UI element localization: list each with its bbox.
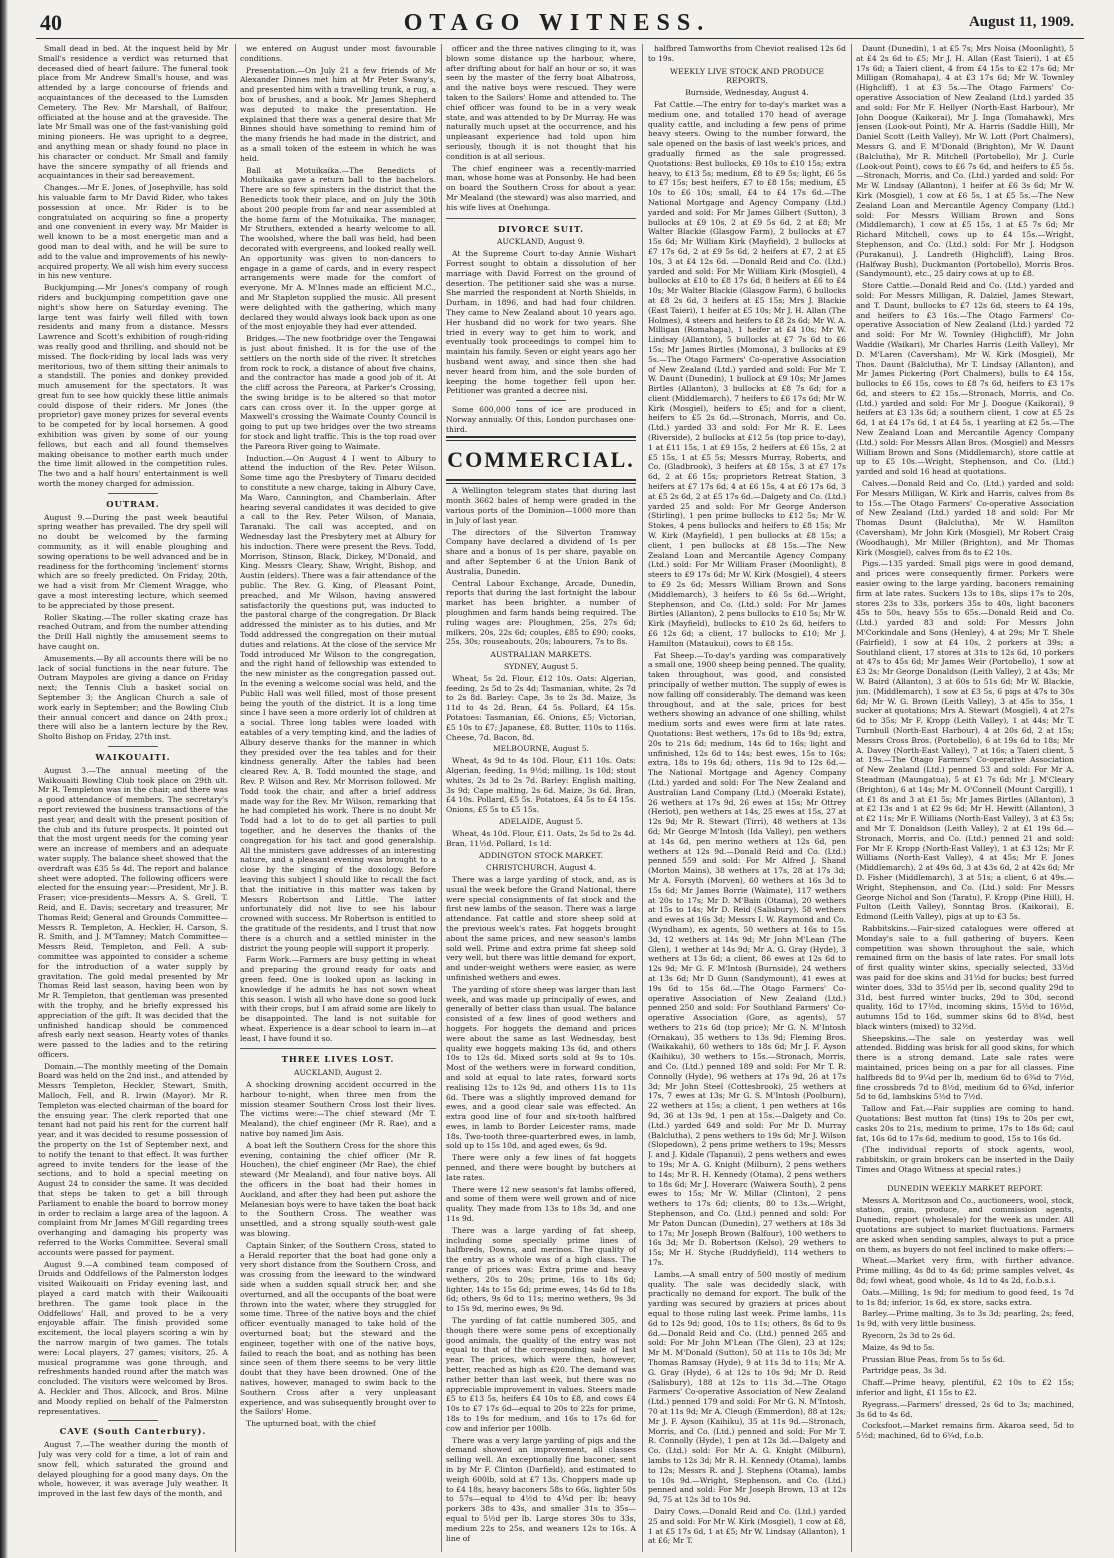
article-paragraph: Tallow and Fat.—Fair supplies are coming to hand. Quotations: Best mutton fat (tins) 19s to 20s per cwt, casks 20s to 21s, medium to prime, 17s to 18s 6d; caul fat, 16s 6d to 17s 6d, medium to good, 15s to 16s 6d.: [856, 1104, 1074, 1143]
article-paragraph: There was a large yarding of stock, and, as is usual the week before the Grand National, there were special consignments of fat stock and the first new lambs of the season. There was a large attendance. Fat cattle and store sheep sold at the previous week's rates. Fat hoggets brought about the same prices, and new season's lambs sold well. Prime and extra prime fat sheep sold very well, but there was little demand for export, and under-weight wethers were easier, as were unfinished wethers and ewes.: [446, 874, 636, 982]
divider: [940, 1179, 990, 1180]
dateline: ADELAIDE, August 5.: [499, 816, 583, 826]
article-paragraph: Pigs.—135 yarded. Small pigs were in good demand, and prices were consequently firmer. Porkers were easier owing to the large yarding, baconers remaining firm at late rates. Suckers 13s to 18s, slips 17s to 20s, stores 23s to 33s, porkers 35s to 40s, light baconers 45s to 50s, heavy 55s to 65s.—Donald Reid and Co. (Ltd.) yarded 83 and sold: For Messrs John M'Corkindale and Sons (Henley), 4 at 29s; Mr T. Shele (Fairfield), 1 sow at £4 10s, 2 porkers at 39s; a Southland client, 17 stores at 31s to 12s 6d, 10 porkers at 47s to 45s 6d; Mr James Weir (Portobello), 1 sow at £3 2s; Mr George Donaldson (Leith Valley), 2 at 43s; Mr W. Baird (Allanton), 3 at 60s to 51s 6d; Mr W. Blackie, jun. (Middlemarch), 1 sow at £3 5s, 6 pigs at 47s to 30s 6d; Mr W. G. Brown (Leith Valley), 3 at 45s to 35s, 1 sucker at quotations; Mrs A. Stewart (Mosgiel), 4 at 27s 6d to 35s; Mr F. Kropp (Leith Valley), 1 at 44s; Mr T. Turnbull (North-East Harbour), 4 at 20s 6d, 2 at 15s; Messrs Cross Bros. (Portobello), 6 at 19s 6d to 18s; Mr A. Davey (North-East Valley), 7 at 16s; a Taieri client, 5 at 19s.—The Otago Farmers' Co-operative Association of New Zealand (Ltd.) penned 53 and sold: For Mr A. Steadman (Maungatua), 5 at £1 7s 6d; Mr J. M'Cleary (Brighton), 6 at 14s; Mr M. O'Connell (Mount Cargill), 1 at £1 8s and 3 at £1 5s; Mr James Birtles (Allanton), 3 at £2 13s and 1 at £2 9s 6d; Mr H. Hewitt (Allanton), 3 at £2 11s; Mr F. Williams (North-East Valley), 3 at £3 5s; and Mr T. Donaldson (Leith Valley), 2 at £1 19s 6d.—Stronach, Morris, and Co. (Ltd.) penned 21 and sold: For Mr F. Kropp (North-East Valley), 1 at £3 12s; Mr F. Williams (North-East Valley), 4 at 45s; Mr F. Jones (Middlemarch), 2 at 49s 6d, 3 at 43s 6d, 2 at 42s 6d; Mr D. Fisher (Middlemarch), 3 at 51s; a client, 6 at 49s.—Wright, Stephenson, and Co. (Ltd.) sold: For Messrs George Nichol and Son (Taratu), F. Kropp (Pine Hill), H. Fulton (Leith Valley), Sonntag Bros. (Kaikorai), E. Edmond (Leith Valley), pigs at up to £3 5s.: [856, 559, 1074, 922]
article-paragraph: Lambs.—A small entry of 500 mostly of medium quality. The sale was decidedly slack, with practically no demand for export. The bulk of the yarding was secured by graziers at prices about equal to those ruling last week. Prime lambs, 11s 6d to 12s 9d; good, 10s to 11s; others, 8s 6d to 9s 6d.—Donald Reid and Co. (Ltd.) penned 265 and sold: For Mr John M'Lean (The Glen), 23 at 12s; Mr M. M'Donald (Sutton), 50 at 11s to 10s 3d; Mr Thomas Ramsay (Hyde), 9 at 11s 3d to 11s; Mr A. G. Gray (Hyde), 6 at 12s to 10s 9d; Mr D. Reid (Salisbury), 188 at 12s to 11s 3d.—The Otago Farmers' Co-operative Association of New Zealand (Ltd.) penned 179 and sold: For Mr G. N. M'Intosh, 70 at 11s 9d; Mr A. Cleugh (Emmerdon), 88 at 12s; Mr J. F. Ayson (Kaihiku), 35 at 11s 9d.—Stronach, Morris, and Co. (Ltd.) penned and sold: For Mr T. R. Connolly (Hyde), 1 pen at 12s 3d.—Dalgety and Co. (Ltd.) sold: For Mr A. G. Knight (Milburn), lambs to 12s 3d; Mr R. H. Kennedy (Otama), lambs to 12s; Messrs R. and J. Stephens (Otama), lambs to 10s 9d.—Wright, Stephenson, and Co. (Ltd.) penned and sold: For Mr Joseph Brown, 13 at 12s 9d, 75 at 12s 3d to 10s 9d.: [648, 1269, 846, 1505]
subheading-addington: ADDINGTON STOCK MARKET.: [479, 851, 603, 861]
subheading-australian-markets: AUSTRALIAN MARKETS.: [490, 650, 592, 660]
article-paragraph: Some 600,000 tons of ice are produced in Norway annually. Of this, London purchases one-third.: [446, 405, 636, 434]
article-paragraph: Ball at Motuikaika.—The Benedicts of Motuikaika gave a return ball to the bachelors. There are so few spinsters in the district that the Benedicts took their place, and on July the 30th about 200 people from far and near assembled at the home farm of the Motuikaika. The manager, Mr Struthers, extended a hearty welcome to all. The woolshed, where the ball was held, had been decorated with evergreens, and looked really well. An opportunity was given to non-dancers to engage in a game of cards, and in every respect arrangements were made for the comfort of everyone. Mr A. M'Innes made an efficient M.C., and Mr Stapleton supplied the music. All present were delighted with the gathering, which many declared they would always look back upon as one of the most enjoyable they had ever attended.: [240, 165, 436, 332]
section-title-commercial: COMMERCIAL.: [447, 447, 635, 473]
column-rule: [642, 44, 643, 1552]
column-3: [446, 44, 636, 1552]
subheading-weekly-live-stock: WEEKLY LIVE STOCK AND PRODUCE REPORTS.: [670, 66, 824, 86]
article-paragraph: Fat Sheep.—To-day's yarding was comparatively a small one, 1900 sheep being penned. The quality, taken throughout, was good, and consisted principally of wether mutton. The supply of ewes is now falling off considerably. The demand was keen throughout, and at the sale, prices for best wethers showing an advance of one shilling, whilst medium sorts and ewes were firm at late rates. Quotations: Best wethers, 17s 6d to 18s 9d; extra, 20s to 21s 6d; medium, 14s 6d to 16s; light and unfinished, 12s 6d to 14s; best ewes, 15s to 16s; extra, 18s to 19s 6d; others, 11s 9d to 12s 6d.—The National Mortgage and Agency Company (Ltd.) yarded and sold: For The New Zealand and Australian Land Company (Ltd.) (Moeraki Estate), 26 wethers at 17s 9d, 26 ewes at 15s; Mr Ottrey (Heriot), pen wethers at 14s, 25 ewes at 15s, 27 at 12s 9d; Mr R. Stewart (Tirri), 48 wethers at 13s 6d; Mr George M'Intosh (Ida Valley), pen wethers at 14s 6d, pen merino wethers at 12s 6d, pen wethers at 12s 9d.—Donald Reid and Co. (Ltd.) penned 559 and sold: For Mr Alfred J. Shand (Morton Mains), 38 wethers at 17s, 28 at 17s 3d; Mr A. Forsyth (Morven), 60 wethers at 16s 3d to 15s 6d; Mr James Borrie (Waimate), 117 wethers at 20s to 17s; Mr D. M'Bain (Otama), 20 wethers at 15s to 14s; Mr D. Reid (Salisbury), 58 wethers and ewes at 16s 3d; Messrs I. W. Raymond and Co. (Wyndham), ex agents, 50 wethers at 16s to 15s 3d, 12 wethers at 14s 9d; Mr John M'Lean (The Glen), 1 wether at 14s 9d; Mr A. G. Gray (Hyde), 3 wethers at 13s 6d; a client, 86 ewes at 12s 6d to 12s 9d; Mr G. F. M'Intosh (Burnside), 24 wethers at 13s 6d; Mr D Gunn (Sandymount), 41 ewes at 19s 6d to 15s 6d.—The Otago Farmers' Co-operative Association of New Zealand (Ltd.) penned 250 and sold: For Southland Farmers' Co-operative Association (Gore, as agents), 57 wethers to 21s 6d (top price); Mr G. N. M'Intosh (Ornakau), 35 wethers to 13s 9d; Fleming Bros. (Waikakahi), 60 wethers to 18s 6d; Mr J. F. Ayson (Kaihiku), 30 wethers to 15s.—Stronach, Morris, and Co. (Ltd.) penned 189 and sold: For Mr T. R. Connolly (Hyde), 96 wethers at 17s 9d, 26 at 17s 3d; Mr John Steel (Cottesbrook), 25 wethers at 17s, 7 ewes at 13s; Mr G. S. M'Intosh (Poolburn), 22 wethers at 15s; a client, 1 pen wethers at 16s 9d, 36 at 13s 9d, 1 pen at 15s.—Dalgety and Co. (Ltd.) yarded 649 and sold: For Mr D. Murray (Balclutha), 2 pens wethers to 19s 6d; Mr J. Wilson (Slopedown), 2 pens prime wethers to 19s; Messrs J. and J. Kidale (Tapanui), 2 pens wethers and ewes to 19s; Mr A. G. Knight (Milburn), 2 pens wethers to 14s; Mr R. H. Kennedy (Otama), 2 pens wethers to 18s 6d; Mr J. Hoverarc (Waiwera South), 2 pens ewes to 15s; Mr W. Millar (Clinton), 2 pens wethers to 17s 6d; clients, 80 to 13s.—Wright, Stephenson, and Co. (Ltd.) penned and sold: For Mr Paton Duncan (Dunedin), 27 wethers at 18s 3d to 17s; Mr Joseph Brown (Balfour), 100 wethers to 16s 3d; Mr D. Robertson (Kelso), 29 wethers to 15s; Mr H. Styche (Ruddyfield), 114 wethers to 17s.: [648, 650, 846, 1268]
column-4: [648, 44, 846, 1552]
article-paragraph: Oats.—Milling, 1s 9d; for medium to good feed, 1s 7d to 1s 8d; inferior, 1s 6d, ex store, sacks extra.: [856, 1287, 1074, 1307]
article-paragraph: Wheat, 4s 10d. Flour, £11. Oats, 2s 5d to 2s 4d. Bran, 11½d. Pollard, 1s 1d.: [446, 828, 636, 848]
article-paragraph: Central Labour Exchange, Arcade, Dunedin, reports that during the last fortnight the labour market has been brighter, a number of ploughmen and farm hands being required. The ruling wages are: Ploughmen, 25s, 27s 6d; milkers, 20s, 22s 6d; couples, £85 to £90; cooks, 25s, 30s; rouseabouts, 20s; labourers, 7s to 8s.: [446, 578, 636, 647]
section-heading-outram: OUTRAM.: [106, 498, 160, 509]
article-paragraph: There were 12 new season's fat lambs offered, and some of them were well grown and of nice quality. They made from 13s to 18s 3d, and one 11s 9d.: [446, 1184, 636, 1224]
newspaper-title: OTAGO WITNESS.: [403, 10, 711, 36]
article-paragraph: Store Cattle.—Donald Reid and Co. (Ltd.) yarded and sold: For Messrs Milligan, R. Dalziel, James Stewart, and T. Daunt, bullocks to £7 12s 6d, steers to £4 19s, and heifers to £3 16s.—The Otago Farmers' Co-operative Association of New Zealand (Ltd.) yarded 72 and sold: For Mr W. Townley (Highcliff), Mr John Waddie (Waikari), Mr Charles Harris (Leith Valley), Mr D. M'Laren (Caversham), Mr W. Kirk (Mosgiel), Mr Thos. Daunt (Balclutha), Mr T. Lindsay (Allanton), and Mr James Pickering (Port Chalmers), bulls to £4 15s, bullocks to £6 15s, cows to £8 7s 6d, heifers to £3 17s 6d, and steers to £2 15s.—Stronach, Morris, and Co. (Ltd.) yarded and sold: For Mr J. Doogue (Kaikorai), 9 heifers at £3 13s 6d; a southern client, 1 cow at £5 2s 6d, 1 at £4 17s 6d, 1 at £4 5s, 1 yearling at £2 5s.—The New Zealand Loan and Mercantile Agency Company (Ltd.) sold: For Messrs Allan Bros. (Mosgiel) and Messrs William Brown and Sons (Middlemarch), store cattle at up to £5 10s.—Wright, Stephenson, and Co. (Ltd.) yarded and sold 16 head at quotations.: [856, 281, 1074, 477]
article-paragraph: Daunt (Dunedin), 1 at £5 7s; Mrs Noisa (Moonlight), 5 at £4 2s 6d to £5; Mr J. H. Allan (East Taieri), 1 at £5 17s 6d; a Taieri client, 4 from £4 15s to £2 17s 6d; Mr Milligan (Romahapa), 4 at £3 17s 6d; Mr W. Townley (Highcliff), 1 at £3 5s.—The Otago Farmers' Co-operative Association of New Zealand (Ltd.) yarded 35 and sold: For Mr F. Hellyer (North-East Harbour), Mr John Doogue (Kaikorai), Mr J. Inga (Tomahawk), Mrs Jensen (Look-out Point), Mr A. Harris (Saddle Hill), Mr Daniel Scott (Leith Valley), Mr W. Lott (Port Chalmers), Messrs G. and F. M'Donald (Brighton), Mr W. Daunt (Balclutha), Mr R. Mitchell (Portobello), Mr J. Curle (Look-out Point), cows to £6 7s 6d, and heifers to £5 5s.—Stronach, Morris, and Co. (Ltd.) yarded and sold: For Mr W. Lindsay (Allanton), 1 heifer at £6 3s 6d; Mr W. Kirk (Mosgiel), 1 cow at £6 5s, 1 at £5 5s.—The New Zealand Loan and Mercantile Agency Company (Ltd.) sold: For Messrs William Brown and Sons (Middlemarch), 1 cow at £5 15s, 1 at £5 7s 6d; Mr Richard Mitchell, cows up to £4 15s.—Wright, Stephenson, and Co. (Ltd.) sold: For Mr J. Hodgson (Purakanui), J. Landreth (Highcliff), Laing Bros. (Halfway Bush), Duckmanton (Portobello), Morris Bros. (Sandymount), etc., 25 dairy cows at up to £8.: [856, 44, 1074, 279]
article-paragraph: There were only a few lines of fat hoggets penned, and there were bought by butchers at late rates.: [446, 1153, 636, 1182]
binding-shadow: [0, 0, 8, 1558]
article-paragraph: Small dead in bed. At the inquest held by Mr Small's residence a verdict was returned that deceased died of heart failure. The funeral took place from Mr Andrew Small's house, and was attended by a large concourse of friends and acquaintances of the deceased to the Lumsden Cemetery. The Rev. Mr Marshall, of Balfour, officiated at the house and at the graveside. The late Mr Small was one of the fast-vanishing gold mining pioneers. He was upright to a degree, and anything mean or shady found no place in his character or conduct. Mr Small and family have the sincere sympathy of all friends and acquaintances in their sad bereavement.: [38, 44, 228, 181]
article-paragraph: we entered on August under most favourable conditions.: [240, 44, 436, 63]
divider: [108, 746, 158, 747]
article-paragraph: Calves.—Donald Reid and Co. (Ltd.) yarded and sold: For Messrs Milligan, W. Kirk and Harris, calves from 8s to 15s.—The Otago Farmers' Co-operative Association of New Zealand (Ltd.) yarded 18 and sold: For Mr Thomas Daunt (Balclutha), Mr W. Hamilton (Caversham), Mr John Kirk (Mosgiel), Mr Robert Craig (Woodhaugh), Mr Miller (Brighton), and Mr Thomas Kirk (Mosgiel), calves from 8s to £2 10s.: [856, 479, 1074, 557]
divider: [108, 493, 158, 494]
section-rule: [446, 436, 636, 441]
article-paragraph: The chief engineer was a recently-married man, whose home was at Ponsonby. He had been on board the Southern Cross for about a year. Mr Mealand (the steward) was also married, and his wife lives at Onehunga.: [446, 163, 636, 212]
article-paragraph: Roller Skating.—The roller skating craze has reached Outram, and from the number attending the Drill Hall nightly the amusement seems to have caught on.: [38, 612, 228, 652]
page-number: 40: [40, 10, 62, 35]
divider: [108, 1420, 158, 1421]
article-paragraph: (The individual reports of stock agents, wool, rabbitskin, or grain brokers can be inserted in the Daily Times and Otago Witness at special rates.): [856, 1145, 1074, 1175]
article-paragraph: Domain.—The monthly meeting of the Domain Board was held on the 2nd inst., and attended by Messrs Templeton, Heckler, Stewart, Smith, Malloch, Fell, and R. Irwin (Mayor). Mr R. Templeton was elected chairman of the board for the ensuing year. The clerk reported that one tenant had not paid his rent for the current half year, and it was decided to resume possession of the property on the 1st of September next, and to notify the tenant to that effect. It was further agreed to invite tenders for the lease of the sections, and to hold a special meeting on August 24 to consider the same. It was decided that steps be taken to get a bill through Parliament to enable the board to borrow money in order to reclaim a large area of the lagoon. A complaint from Mr James M'Gill regarding trees overhanging and damaging his property was referred to the Works Committee. Several small accounts were passed for payment.: [38, 1061, 228, 1257]
dateline: SYDNEY, August 5.: [503, 662, 579, 672]
issue-date: August 11, 1909.: [968, 14, 1074, 30]
article-paragraph: Presentation.—On July 21 a few friends of Mr Alexander Dinnes met him at Mr Peter Swany's, and presented him with a travelling trunk, a rug, a box of brushes, and a book. Mr James Shepherd was deputed to make the presentation. He explained that there was a general desire that Mr Binnes should have something to remind him of the many friends he had made in the district, and as a small token of the esteem in which he was held.: [240, 65, 436, 163]
article-paragraph: Induction.—On August 4 I went to Albury to attend the induction of the Rev. Peter Wilson. Some time ago the Presbytery of Timaru decided to constitute a new charge, taking in Albury Cave, Ma Waro, Cannington, and Chamberlain. After hearing several candidates it was decided to give a call to the Rev. Peter Wilson, of Manaia, Taranaki. The call was accepted, and on Wednesday last the Presbytery met at Albury for his induction. There were present the Revs. Todd, Morrison, Stinson, Black, Dickey, M'Donald, and King. Messrs Cleary, Shaw, Wright, Bishop, and Austin (elders). There was a fair attendance of the public. The Rev. G. King, of Pleasant Point, preached, and Mr Wilson, having answered satisfactorily the questions put, was inducted to the pastoral charge of the congregation. Dr Black addressed the minister as to his duties, and Mr Todd addressed the congregation on their mutual duties and relations. At the close of the service Mr Todd introduced Mr Wilson to the congregation, and the right hand of fellowship was extended to the new minister as the congregation passed out. In the evening a welcome social was held, and the Public Hall was well filled, most of those present being the youth of the district. It is a long time since I have seen a more orderly lot of children at a social. Three long tables were loaded with eatables of a very tempting kind, and the ladies of Albury deserve thanks for the manner in which they presided over the tea tables and for their kindness generally. After the tables had been cleared Rev. A. B. Todd mounted the stage, and Rev. P. Wilson and Rev. Mr Morrison followed. Mr Todd took the chair, and after a brief address made way for the Rev. Mr Wilson, remarking that he had completed his work. There is no doubt Mr Todd had a lot to do to get all parties to pull together, and he deserves the thanks of the congregation for his tact and good generalship. All the ministers gave addresses of an interesting nature, and a pleasant evening was brought to a close by the singing of the doxology. Before leaving this subject I should like to recall the fact that the initiative in this matter was taken by Messrs Robertson and Little. The latter unfortunately did not live to see his labour crowned with success. Mr Robertson is entitled to the gratitude of the residents, and I trust that now there is a church and a settled minister in the district the young people will support it properly.: [240, 453, 436, 953]
article-paragraph: Ryegrass.—Farmers' dressed, 2s 6d to 3s; machined, 3s 6d to 4s 6d.: [856, 1399, 1074, 1419]
article-paragraph: Changes.—Mr E. Jones, of Josephville, has sold his valuable farm to Mr David Rider, who takes possession at once. Mr Rider is to be congratulated on acquiring so fine a property and one convenient in every way. Mr Maider is well known to be a most energetic man and a good man to deal with, and he will be sure to add to the value and improvements of his newly-acquired property. We all wish him every success in his new venture.: [38, 183, 228, 281]
article-paragraph: The directors of the Silverton Tramway Company have declared a dividend of 1s per share and a bonus of 1s per share, payable on and after September 6 at the Union Bank of Australia, Dunedin.: [446, 527, 636, 576]
headline-three-lives-lost: THREE LIVES LOST.: [281, 1054, 395, 1065]
article-paragraph: Ryecorn, 2s 3d to 2s 6d.: [862, 1331, 956, 1340]
article-paragraph: Wheat, 5s 2d. Flour, £12 10s. Oats: Algerian, feeding, 2s 5d to 2s 4d; Tasmanian, white, 2s 7d to 2s 8d. Barley: Cape, 3s to 2s 3d. Maize, 3s 11d to 4s 2d. Bran, £4 5s. Pollard, £4 15s. Potatoes: Tasmanian, £6. Onions, £5; Victorian, £5 10s to £7; Japanese, £8. Butter, 110s to 116s. Cheese, 7d. Bacon, 8d.: [446, 673, 636, 742]
section-heading-cave: CAVE (South Canterbury).: [59, 1426, 207, 1437]
article-paragraph: A shocking drowning accident occurred in the harbour to-night, when three men from the mission steamer Southern Cross lost their lives. The victims were:—The chief steward (Mr T. Mealand), the chief engineer (Mr R. Rae), and a native boy named Jim Asis.: [240, 1080, 436, 1139]
dateline: MELBOURNE, August 5.: [492, 744, 590, 754]
article-paragraph: Captain Sinker, of the Southern Cross, stated to a Herald reporter that the boat had gone only a very short distance from the Southern Cross, and was crossing from the leeward to the windward side when a sudden squall struck her, and she overturned, and all the occupants of the boat were thrown into the water, where they struggled for some time. Three of the native boys and the chief officer eventually managed to take hold of the overturned boat; but the steward and the engineer, together with one of the native boys, failed to reach the boat, and as nothing has been since seen of them there seems to be very little doubt that they have been drowned. One of the natives, however, managed to swim back to the Southern Cross after a very unpleasant experience, and was subsequently brought over to the Sailors' Home.: [240, 1240, 436, 1417]
article-paragraph: August 3.—The annual meeting of the Waikouaiti Bowling Club took place on 29th ult. Mr R. Templeton was in the chair, and there was a good attendance of members. The secretary's report reviewed the business transactions of the past year, and dealt with the present position of the club and its future prospects. It pointed out that the most urgent needs for the coming year were an increase of members and an adequate water supply. The balance sheet showed that the overdraft was £35 5s 4d. The report and balance sheet were adopted. The following officers were elected for the ensuing year:—President, Mr J. B. Fraser; vice-presidents—Messrs A. S. Grell, T. Reid, and E. Davis; secretary and treasurer, Mr Thomas Reid; General and Grounds Committee—Messrs R. Templeton, A. Heckler, H. Carson, S. R. Smith, and J. M'Tamney; Match Committee—Messrs Reid, Templeton, and Fell. A sub-committee was appointed to consider a scheme for the introduction of a water supply by gravitation. The gold medal presented by Mr Thomas Reid last season, having been won by Mr R. Templeton, that gentleman was presented with the trophy, and he briefly expressed his appreciation of the gift. It was decided that the unfinished handicap should be commenced afresh early next season. Hearty votes of thanks were passed to the ladies and to the retiring officers.: [38, 765, 228, 1059]
column-2: [240, 44, 436, 1552]
article-paragraph: Messrs A. Moritzson and Co., auctioneers, wool, stock, station, grain, produce, and commission agents, Dunedin, report (wholesale) for the week as under. All quotations are subject to market fluctuations. Farmers are asked when sending samples, always to put a price on them, as buyers do not feel inclined to make offers:—: [856, 1195, 1074, 1254]
article-paragraph: A Wellington telegram states that during last month 3662 bales of hemp were graded in the various ports of the Dominion—1000 more than in July of last year.: [446, 486, 636, 525]
headline-divorce-suit: DIVORCE SUIT.: [497, 223, 585, 234]
section-heading-waikouaiti: WAIKOUAITI.: [95, 751, 171, 762]
article-paragraph: The yarding of fat cattle numbered 305, and though there were some pens of exceptionally good animals, the quality of the entry was not equal to that of the corresponding sale of last year. The prices, which were then, however, better, reached as high as £20. The demand was rather better than last week, but there was no appreciable improvement in values. Steers made £5 to £13 5s, heifers £4 10s to £8, and cows £4 10s to £7 17s 6d—equal to 20s to 22s for prime, 18s to 19s for medium, and 16s to 17s 6d for cow and inferior per 100lb.: [446, 1316, 636, 1433]
article-paragraph: Chaff.—Prime heavy, plentiful, £2 10s to £2 15s; inferior and light, £1 15s to £2.: [856, 1378, 1074, 1397]
article-paragraph: officer and the three natives clinging to it, was blown some distance up the harbour, where, after drifting about for half an hour or so, it was seen by the master of the ferry boat Albatross, and the native boys were rescued. They were taken to the Sailors' Home and attended to. The chief officer was found to be in a very weak state, and was attended to by Dr Murray. He was naturally much upset at the occurrence, and his unpleasant experience had told upon him seriously, though it is not thought that his condition is at all serious.: [446, 44, 636, 161]
article-paragraph: There was a very large yarding of pigs and the demand showed an improvement, all classes selling well. An exceptionally fine baconer, sent in by Mr F. Clinton (Darfield), and estimated to weigh 600lb, sold at £7 13s. Choppers made up to £4 18s, heavy baconers 58s to 66s, lighter 50s to 57s—equal to 4½d to 4¾d per lb; heavy porkers 38s to 43s, and smaller 31s to 35s—equal to 5½d per lb. Large stores 30s to 33s, medium 22s to 25s, and weaners 12s to 16s. A line of: [446, 1435, 636, 1543]
dateline: AUCKLAND, August 9.: [497, 237, 585, 247]
section-rule: [446, 479, 636, 484]
masthead-rule: [36, 38, 1084, 39]
divider: [240, 1048, 436, 1049]
article-paragraph: Dairy Cows.—Donald Reid and Co. (Ltd.) yarded 25 and sold: For Mr W. Kirk (Mosgiel), 1 cow at £8, 1 at £5 17s 6d, 1 at £5; Mr W. Lindsay (Allanton), 1 at £6; Mr T.: [648, 1506, 846, 1546]
article-paragraph: halfbred Tamworths from Cheviot realised 12s 6d to 19s.: [648, 44, 846, 63]
column-1: [38, 44, 228, 1552]
divider: [516, 400, 566, 401]
column-rule: [441, 44, 442, 1552]
article-paragraph: A boat left the Southern Cross for the shore this evening, containing the chief officer (Mr R. Houchen), the chief engineer (Mr Rae), the chief steward (Mr Mealand), and four native boys. All the officers in the boat had their homes in Auckland, and after they had been put ashore the Melanesian boys were to have taken the boat back to the Southern Cross. The weather was unsettled, and a strong squally south-west gale was blowing.: [240, 1140, 436, 1239]
article-paragraph: Rabbitskins.—Fair-sized catalogues were offered at Monday's sale to a full gathering of buyers. Keen competition was shown throughout the sale, which remained firm on the basis of late rates. For small lots of first quality winter skins, specially selected, 33½d was paid for doe skins and 31½d for bucks; best furred winter does, 33d to 35½d per lb, second quality 29d to 31d, best furred winter bucks, 29d to 30d, second quality, 16d to 17½d, incoming skins, 15½d to 16½d, autumns 15d to 16d, summer skins 6d to 8¼d, best black winters (mixed) to 32½d.: [856, 923, 1074, 1031]
article-paragraph: At the Supreme Court to-day Annie Wishart Forrest sought to obtain a dissolution of her marriage with David Forrest on the ground of desertion. The petitioner said she was a nurse. She married the respondent at North Shields, in Durham, in 1896, and had had four children. They came to New Zealand about 10 years ago. Her husband did no work for two years. She tried in every way to get him to work, and eventually took proceedings to compel him to maintain his family. Seven or eight years ago her husband went away, and since then she had never heard from him, and the sole burden of keeping the home together fell upon her. Petitioner was granted a decree nisi.: [446, 249, 636, 396]
article-paragraph: The yarding of store sheep was larger than last week, and was made up principally of ewes, and generally of better class than usual. The balance consisted of a few lines of good wethers and hoggets. For hoggets the demand and prices were about the same as last Wednesday, best quality ewe hoggets making 13s 6d, and others 10s to 12s 6d. Mixed sorts sold at 9s to 10s. Most of the wethers were in forward condition, and sold at equal to late rates, forward sorts realising 12s to 12s 9d, and others 11s to 11s 6d. There was a slightly improved demand for ewes, and a good clear sale was effected. An extra good line of four and six-tooth halfbred ewes, in lamb to Border Leicester rams, made 18s. Two-tooth three-quarterbred ewes, in lamb, sold up to 15s 10d, and aged ewes, 6s 9d.: [446, 984, 636, 1151]
article-paragraph: Partridge peas, 3s 3d.: [862, 1366, 947, 1376]
article-paragraph: August 7.—The weather during the month of July was very cold for a time, a lot of rain and snow fell, which saturated the ground and delayed ploughing for a good many days. On the whole, however, it was average July weather. It improved in the last few days of the month, and: [38, 1440, 228, 1499]
article-paragraph: Wheat, 4s 9d to 4s 10d. Flour, £11 10s. Oats: Algerian, feeding, 1s 9½d; milling, 1s 10d; stout whites, 2s 3d to 2s 7d. Barley: English malting, 3s 9d; Cape malting, 2s 6d. Maize, 3s 6d. Bran, £4 10s. Pollard, £5 5s. Potatoes, £4 5s to £4 15s. Onions, £5 5s to £5 15s.: [446, 756, 636, 815]
article-paragraph: Maize, 4s 9d to 5s.: [862, 1342, 935, 1352]
subheading-dunedin-market: DUNEDIN WEEKLY MARKET REPORT.: [887, 1183, 1043, 1193]
article-paragraph: The upturned boat, with the chief: [246, 1419, 376, 1429]
article-paragraph: August 9.—During the past week beautiful spring weather has prevailed. The dry spell will no doubt be welcomed by the farming community, as it will enable ploughing and sowing operations to be well advanced and be in readiness for the forthcoming 'inclement' storms which are so freely predicted. On Friday, 20th, we had a visit from Mr Clement Wragge, who gave a most interesting lecture, which seemed to be appreciated by those present.: [38, 512, 228, 610]
article-paragraph: Buckjumping.—Mr Jones's company of rough riders and buckjumping competition gave one night's show here on Saturday evening. The large tent was fairly well filled with town residents and many from a distance. Messrs Lawrence and Scott's exhibition of rough-riding was really good and thrilling, and should not be missed. The flock-riding by local lads was very meritorious, two of them sitting their animals to a standstill. The ponies and donkey provided much amusement for the spectators. It was great fun to see how quickly these little animals could dispose of their riders. Mr Jones (the proprietor) gave money prizes for several events to be competed for by local horsemen. A good exhibition was given by some of our young fellows, but each and all found themselves making obeisance to mother earth much under the time limit allowed in the competition rules. The two and a half hours' entertainment is well worth the money charged for admission.: [38, 283, 228, 489]
article-paragraph: Prussian Blue Peas, from 5s to 5s 6d.: [862, 1354, 1006, 1364]
column-5: [856, 44, 1074, 1552]
divider: [446, 218, 636, 219]
article-paragraph: Amusements.—By all accounts there will be no lack of social functions in the near future. The Outram Maypoles are giving a dance on Friday next; the Tennis Club a basket social on September 3; the Anglican Church a sale of work early in September; and the Bowling Club their annual concert and dance on 24th prox.; there will also be a lantern lecture by the Rev. Sholto Bishop on Friday, 27th inst.: [38, 653, 228, 742]
masthead: [0, 6, 1114, 38]
article-paragraph: Farm Work.—Farmers are busy getting in wheat and preparing the ground ready for oats and green feed. One is looked upon as lacking in knowledge if he admits he has not sown wheat this season. I wish all who have done so good luck with their crops, but I am afraid some are likely to be disappointed. The land is not suitable for wheat. Experience is a dear school to learn in—at least, I have found it so.: [240, 955, 436, 1043]
column-rule: [851, 44, 852, 1552]
article-paragraph: August 9.—A combined team composed of Druids and Oddfellows of the Palmerston lodges visited Waikouaiti on Friday evening last, and played a card match with their Waikouaiti brethren. The game took place in the Oddfellows' Hall, and proved to be a very enjoyable affair. The finish provided some excitement, the local players scoring a win by the narrow margin of two games. The totals were: Local players, 27 games; visitors, 25. A musical programme was gone through, and refreshments handed round after the match was concluded. The visitors were welcomed by Bros. A. Heckler and Thos. Allcock, and Bros. Milne and Moody replied on behalf of the Palmerston representatives.: [38, 1259, 228, 1416]
dateline: AUCKLAND, August 2.: [294, 1068, 382, 1078]
dateline: Burnside, Wednesday, August 4.: [685, 88, 809, 98]
article-paragraph: Bridges.—The new footbridge over the Tengawai is just about finished. It is for the use of the settlers on the north side of the river. It stretches from rock to rock, a distance of about five chains, and the contractor has made a good job of it. At the cliff across the Pareora, at Parker's Crossing, the swing bridge is to be altered so that motor cars can cross over it. In the upper gorge at Maxwell's crossing the Waimate County Council is going to put up two bridges over the two streams for stock and light traffic. This is the top road over the Pareora River going to Waimate.: [240, 334, 436, 451]
article-paragraph: Wheat.—Market very firm, with further advance. Prime milling, 4s 8d to 4s 6d; prime samples velvet, 4s 8d; fowl wheat, good whole, 4s 1d to 4s 2d, f.o.b.s.i.: [856, 1256, 1074, 1286]
article-paragraph: Cocksfoot.—Market remains firm. Akaroa seed, 5d to 5½d; machined, 6d to 6¼d, f.o.b.: [856, 1421, 1074, 1441]
article-paragraph: Barley.—Prime malting, 3s to 3s 3d; pearling, 2s; feed, 1s 9d, with very little business.: [856, 1309, 1074, 1329]
column-rule: [235, 44, 236, 1552]
article-paragraph: There was a large yarding of fat sheep, including some specially prime lines of halfbreds, Downs, and merinos. The quality of the entry as a whole was of a high class. The range of prices was: Extra prime and heavy wethers, 20s to 20s; prime, 16s to 18s 6d; lighter, 14s to 15s 6d; prime ewes, 14s 6d to 18s 6d; others, 9s 6d to 11s; merino wethers, 9s 3d to 15s 9d, merino ewes, 9s 9d.: [446, 1225, 636, 1314]
dateline: CHRISTCHURCH, August 4.: [486, 863, 596, 873]
article-paragraph: Sheepskins.—The sale on yesterday was well attended. Bidding was brisk for all good skins, for which there is a strong demand. Late sale rates were maintained, prices being on a par for all classes. Fine halfbreds 8d to 9¼d per lb, medium 6d to 6¾d to 7½d, fine crossbreds 7d to 8½d, medium 6d to 6¾d, inferior 5d to 6d, lambskins 5½d to 7½d.: [856, 1033, 1074, 1102]
article-paragraph: Fat Cattle.—The entry for to-day's market was a medium one, and totalled 170 head of average quality cattle, and including a few pens of prime heavy steers. Owing to the number forward, the sale opened on the basis of last week's prices, and gradually firmed as the sale progressed. Quotations: Best bullocks, £9 10s to £10 15s; extra heavy, to £13 5s; medium, £8 to £9 5s; light, £6 5s to £7 15s; best heifers, £7 to £8 15s; medium, £5 10s to £6 10s; small, £4 to £4 17s 6d.—The National Mortgage and Agency Company (Ltd.) yarded and sold: For Mr James Gilbert (Sutton), 3 bullocks at £9 10s, 2 at £9 5s 6d, 2 at £8; Mr Walter Blackie (Glasgow Farm), 2 bullocks at £7 15s 6d; Mr William Kirk (Mayfield), 2 bullocks at £7 17s 6d, 2 at £9 5s 6d, 2 heifers at £7, 2 at £5 10s, 3 at £4 12s 6d. —Donald Reid and Co. (Ltd.) yarded and sold: For Mr William Kirk (Mosgiel), 4 bullocks at £10 to £8 17s 6d, 8 heifers at £6 to £4 10s; Mr Walter Blackie (Glasgow Farm), 6 bullocks at £8 2s 6d, 3 heifers at £5 15s; Mrs J. Blackie (East Taieri), 1 heifer at £5 10s; Mr J. H. Allan (The Holmes), 4 steers and heifers to £8 2s 6d; Mr W. A. Milligan (Romahapa), 1 heifer at £4 10s; Mr W. Lindsay (Allanton), 5 bullocks at £7 7s 6d to £6 15s; Mr James Birtles (Momona), 3 bullocks at £9 5s.—The Otago Farmers' Co-operative Association of New Zealand (Ltd.) yarded and sold: For Mr T. W. Daunt (Dunedin), 1 bullock at £9 10s; Mr James Birtles (Allanton), 3 bullocks at £8 7s 6d; for a client (Middlemarch), 7 heifers to £6 17s 6d; Mr W. Kirk (Mosgiel), heifers to £5; and for a client, heifers to £5 2s 6d.—Stronach, Morris, and Co. (Ltd.) yarded 33 and sold: For Mr R. E. Lees (Riverside), 2 bullocks at £12 5s (top price to-day), 1 at £11 15s, 1 at £9 15s, 2 heifers at £6 15s, 2 at £5 15s, 1 at £5 5s; Messrs Murray, Roberts, and Co. (Gladbrook), 3 heifers at £8 15s, 3 at £7 17s 6d, 2 at £6 15s; proprietors Retreat Station, 3 heifers at £7 17s 6d, 4 at £6 15s, 4 at £6 17s 6d, 3 at £5 2s 6d, 2 at £5 17s 6d.—Dalgety and Co. (Ltd.) yarded 25 and sold: For Mr George Anderson (Stirling), 1 pen prime bullocks to £12 5s; Mr W. Stokes, 4 pens bullocks and heifers to £8 15s; Mr W. Kirk (Mayfield), 1 pen bullocks at £8 15s; a client, 1 pen bullocks at £8 15s.—The New Zealand Loan and Mercantile Agency Company (Ltd.) sold: For Mr William Fraser (Moonlight), 8 steers to £9 17s 6d; Mr W. Kirk (Mosgiel), 4 steers to £9 2s 6d; Messrs William Brown and Sons (Middlemarch), 3 heifers to £6 5s 6d.—Wright, Stephenson, and Co. (Ltd.) sold: For Mr James Birtles (Allanton), 2 pens bullocks to £10 5s; Mr W. Kirk (Mayfield), bullocks to £10 2s 6d, heifers to £6 12s 6d; a client, 17 bullocks to £10; Mr J. Hamilton (Mataukui), cows to £8 15s.: [648, 99, 846, 648]
